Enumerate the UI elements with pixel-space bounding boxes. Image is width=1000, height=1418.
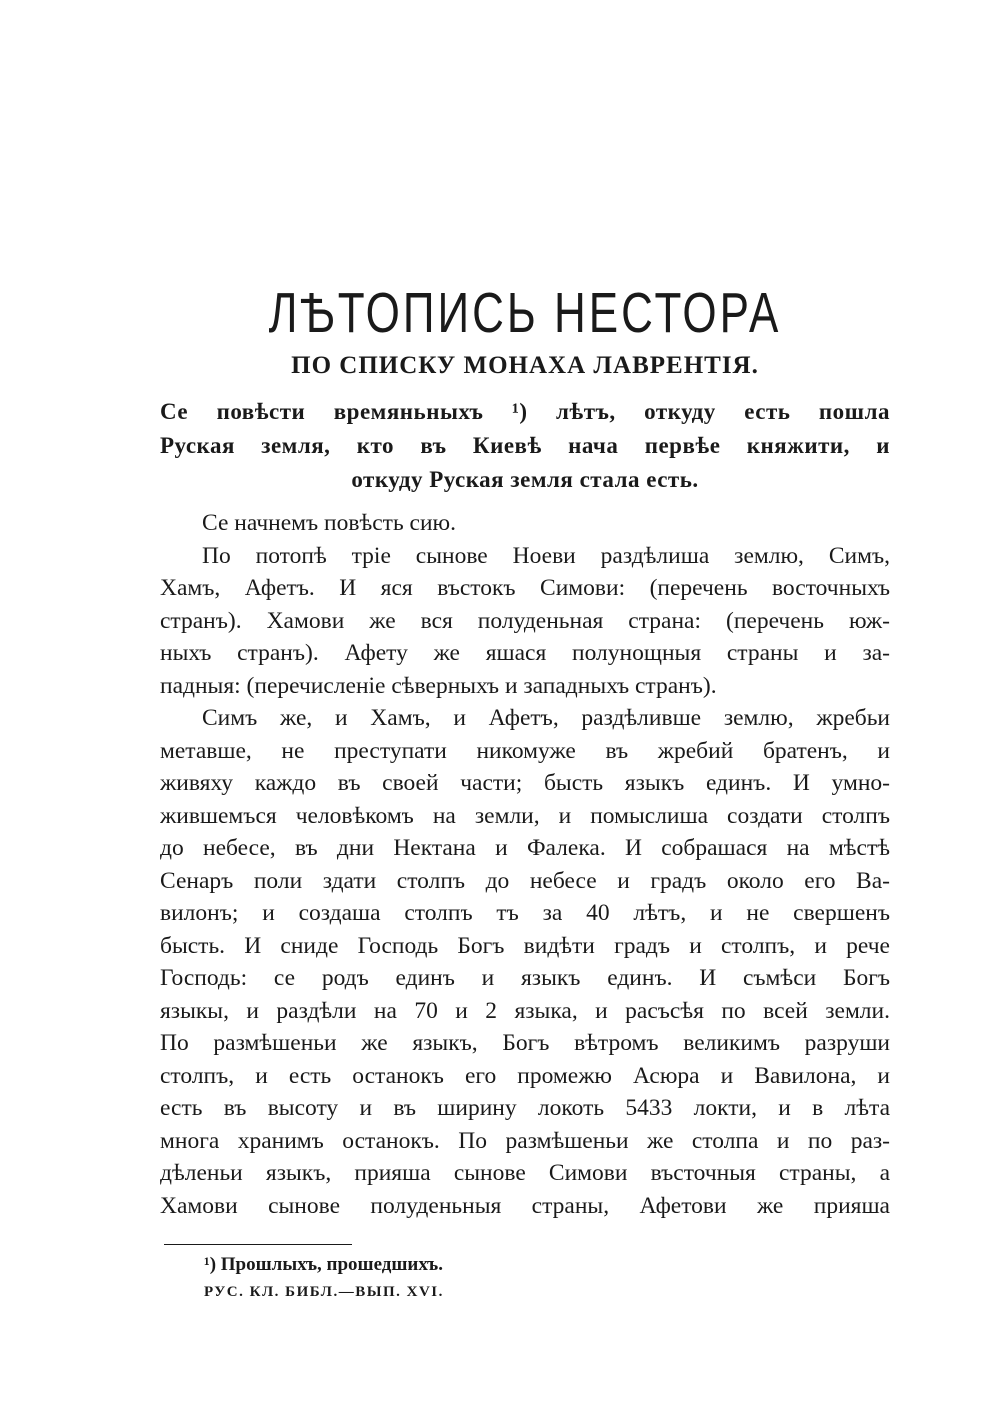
text-line: столпъ, и есть останокъ его промежю Асюра и Вавилона, и <box>160 1062 890 1089</box>
document-page <box>160 0 890 1418</box>
text-line: языкы, и раздѣли на 70 и 2 языка, и расъсѣя по всей земли. <box>160 997 890 1024</box>
heading-line: Се повѣсти времяньныхъ ¹) лѣтъ, откуду есть пошла <box>160 399 890 424</box>
body-text <box>160 507 890 1222</box>
heading-line: Руская земля, кто въ Киевѣ нача первѣе княжити, и <box>160 433 890 458</box>
text-line: падныя: (перечисленіе сѣверныхъ и западныхъ странъ). <box>160 672 717 699</box>
text-line: Сенаръ поли здати столпъ до небесе и градъ около его Ва- <box>160 867 890 894</box>
text-line: метавше, не преступати никомуже въ жребий братенъ, и <box>160 737 890 764</box>
signature-mark: РУС. КЛ. БИБЛ.—ВЫП. XVI. <box>204 1284 444 1300</box>
text-line: бысть. И сниде Господь Богъ видѣти градъ и столпъ, и рече <box>160 932 890 959</box>
text-line: дѣленьи языкъ, прияша сынове Симови въсточныя страны, а <box>160 1160 890 1186</box>
footnote-text: Прошлыхъ, прошедшихъ. <box>220 1254 443 1275</box>
text-line: Хамови сынове полуденьныя страны, Афетови же прияша <box>160 1192 890 1219</box>
text-line: По размѣшеньи же языкъ, Богъ вѣтромъ великимъ разруши <box>160 1030 890 1056</box>
text-line: есть въ высоту и въ ширину локоть 5433 локти, и в лѣта <box>160 1095 890 1121</box>
text-line: до небесе, въ дни Нектана и Фалека. И собрашася на мѣстѣ <box>160 835 890 861</box>
text-line: вилонъ; и создаша столпъ тъ за 40 лѣтъ, и не свершенъ <box>160 900 890 926</box>
text-line: Се начнемъ повѣсть сию. <box>202 510 456 536</box>
text-line: Господь: се родъ единъ и языкъ единъ. И съмѣси Богъ <box>160 965 890 991</box>
footnote <box>204 1254 443 1276</box>
heading-line: откуду Руская земля стала есть. <box>351 467 699 492</box>
page-title: ЛѢТОПИСЬ НЕСТОРА <box>268 282 782 345</box>
text-line: странъ). Хамови же вся полуденьная страна: (перечень юж- <box>160 607 890 634</box>
text-line: ныхъ странъ). Афету же яшася полунощныя страны и за- <box>160 640 890 666</box>
footnote-marker: ¹) <box>204 1254 217 1275</box>
text-line: Симъ же, и Хамъ, и Афетъ, раздѣливше землю, жребьи <box>202 705 890 731</box>
text-line: жившемъся человѣкомъ на земли, и помыслиша создати столпъ <box>160 802 890 829</box>
text-line: живяху каждо въ своей части; бысть языкъ единъ. И умно- <box>160 770 890 796</box>
text-line: Хамъ, Афетъ. И яся въстокъ Симови: (перечень восточныхъ <box>160 575 890 601</box>
text-line: По потопѣ тріе сынове Ноеви раздѣлиша землю, Симъ, <box>202 542 890 569</box>
page-subtitle: ПО СПИСКУ МОНАХА ЛАВРЕНТІЯ. <box>291 352 759 379</box>
chronicle-heading <box>160 395 890 497</box>
footnote-divider <box>164 1244 352 1245</box>
text-line: многа хранимъ останокъ. По размѣшеньи же столпа и по раз- <box>160 1127 890 1154</box>
